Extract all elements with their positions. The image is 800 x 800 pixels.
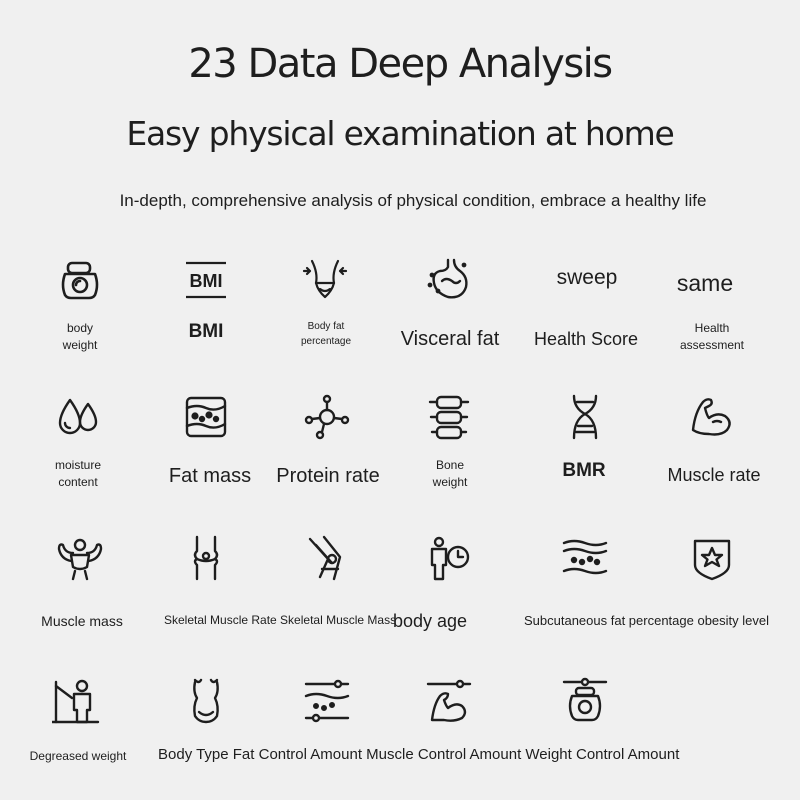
obesity-badge-icon [687,533,737,583]
flexed-arm-icon [687,392,737,442]
label-health-score: Health Score [533,329,639,349]
label-bmr: BMR [562,460,606,481]
scale-weight-icon [55,255,105,305]
label-subcutaneous-obesity: Subcutaneous fat percentage obesity level [524,613,770,628]
visceral-fat-icon [424,255,474,305]
weight-control-icon [560,676,610,726]
body-age-icon [424,533,474,583]
protein-molecule-icon [302,392,352,442]
label-protein-rate: Protein rate [276,465,380,487]
muscle-man-icon [55,533,105,583]
water-drops-icon [52,392,102,442]
muscle-control-icon [424,676,474,726]
knee-joint-icon [181,533,231,583]
page-title: 23 Data Deep Analysis [188,41,612,87]
label-moisture-content: moisture content [54,458,101,490]
waist-fat-icon [300,255,350,305]
fat-tissue-icon [181,392,231,442]
label-body-age: body age [392,611,468,631]
label-visceral-fat: Visceral fat [400,328,500,350]
body-type-icon [181,676,231,726]
knee-muscle-icon [302,533,352,583]
page-description: In-depth, comprehensive analysis of physical condition, embrace a healthy life [119,191,707,210]
label-body-fat-percentage: Body fat percentage [300,321,352,347]
label-bone-weight: Bone weight [432,458,468,490]
fat-control-icon [302,676,352,726]
degreased-weight-icon [52,676,102,726]
bmi-icon-text: BMI [189,271,223,291]
same-icon-text: same [676,270,734,296]
spine-bone-icon [424,392,474,442]
label-body-weight: body weight [62,321,98,353]
sweep-icon-text: sweep [556,266,618,289]
label-bmi: BMI [188,321,224,342]
subcutaneous-fat-icon [560,533,610,583]
dna-icon [560,392,610,442]
page-subtitle: Easy physical examination at home [126,114,674,153]
label-muscle-mass: Muscle mass [41,613,123,629]
label-degreased-weight: Degreased weight [29,749,127,763]
label-health-assessment: Health assessment [679,321,745,353]
label-control-amounts: Body Type Fat Control Amount Muscle Control Amount Weight Control Amount [158,746,680,763]
label-fat-mass: Fat mass [168,465,252,487]
label-muscle-rate: Muscle rate [667,465,761,485]
label-skeletal-muscle: Skeletal Muscle Rate Skeletal Muscle Mass [164,613,397,627]
bmi-icon [181,255,231,305]
